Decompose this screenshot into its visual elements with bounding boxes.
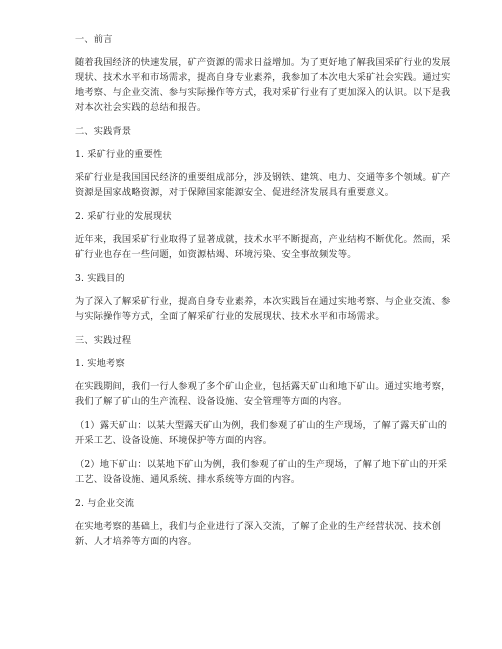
paragraph-importance: 采矿行业是我国国民经济的重要组成部分，涉及钢铁、建筑、电力、交通等多个领域。矿产资源是国家战略资源，对于保障国家能源安全、促进经济发展具有重要意义。: [75, 172, 451, 198]
section-heading-process: 三、实践过程: [75, 335, 132, 346]
paragraph-preface: 随着我国经济的快速发展，矿产资源的需求日益增加。为了更好地了解我国采矿行业的发展现状、技术水平和市场需求，提高自身专业素养，我参加了本次电大采矿社会实践。通过实地考察、与企业交流、参与实际操作等方式，我对采矿行业有了更加深入的认识。以下是我对本次社会实践的总结和报告。: [75, 57, 451, 113]
subheading-status: 2. 采矿行业的发展现状: [75, 211, 172, 222]
section-heading-background: 二、实践背景: [75, 126, 132, 137]
subheading-exchange: 2. 与企业交流: [75, 498, 135, 509]
paragraph-exchange: 在实地考察的基础上，我们与企业进行了深入交流，了解了企业的生产经营状况、技术创新、人才培养等方面的内容。: [75, 521, 442, 547]
paragraph-purpose: 为了深入了解采矿行业，提高自身专业素养，本次实践旨在通过实地考察、与企业交流、参与实际操作等方式，全面了解采矿行业的发展现状、技术水平和市场需求。: [75, 296, 451, 322]
paragraph-field-visit: 在实践期间，我们一行人参观了多个矿山企业，包括露天矿山和地下矿山。通过实地考察，我们了解了矿山的生产流程、设备设施、安全管理等方面的内容。: [75, 381, 451, 407]
paragraph-open-pit: （1）露天矿山：以某大型露天矿山为例，我们参观了矿山的生产现场，了解了露天矿山的开采工艺、设备设施、环境保护等方面的内容。: [75, 420, 448, 446]
subheading-importance: 1. 采矿行业的重要性: [75, 149, 163, 160]
subheading-purpose: 3. 实践目的: [75, 273, 125, 284]
section-heading-preface: 一、前言: [75, 34, 113, 45]
paragraph-underground: （2）地下矿山：以某地下矿山为例，我们参观了矿山的生产现场，了解了地下矿山的开采工艺、设备设施、通风系统、排水系统等方面的内容。: [75, 459, 448, 485]
subheading-field-visit: 1. 实地考察: [75, 358, 125, 369]
paragraph-status: 近年来，我国采矿行业取得了显著成就，技术水平不断提高，产业结构不断优化。然而，采矿行业也存在一些问题，如资源枯竭、环境污染、安全事故频发等。: [75, 234, 451, 260]
